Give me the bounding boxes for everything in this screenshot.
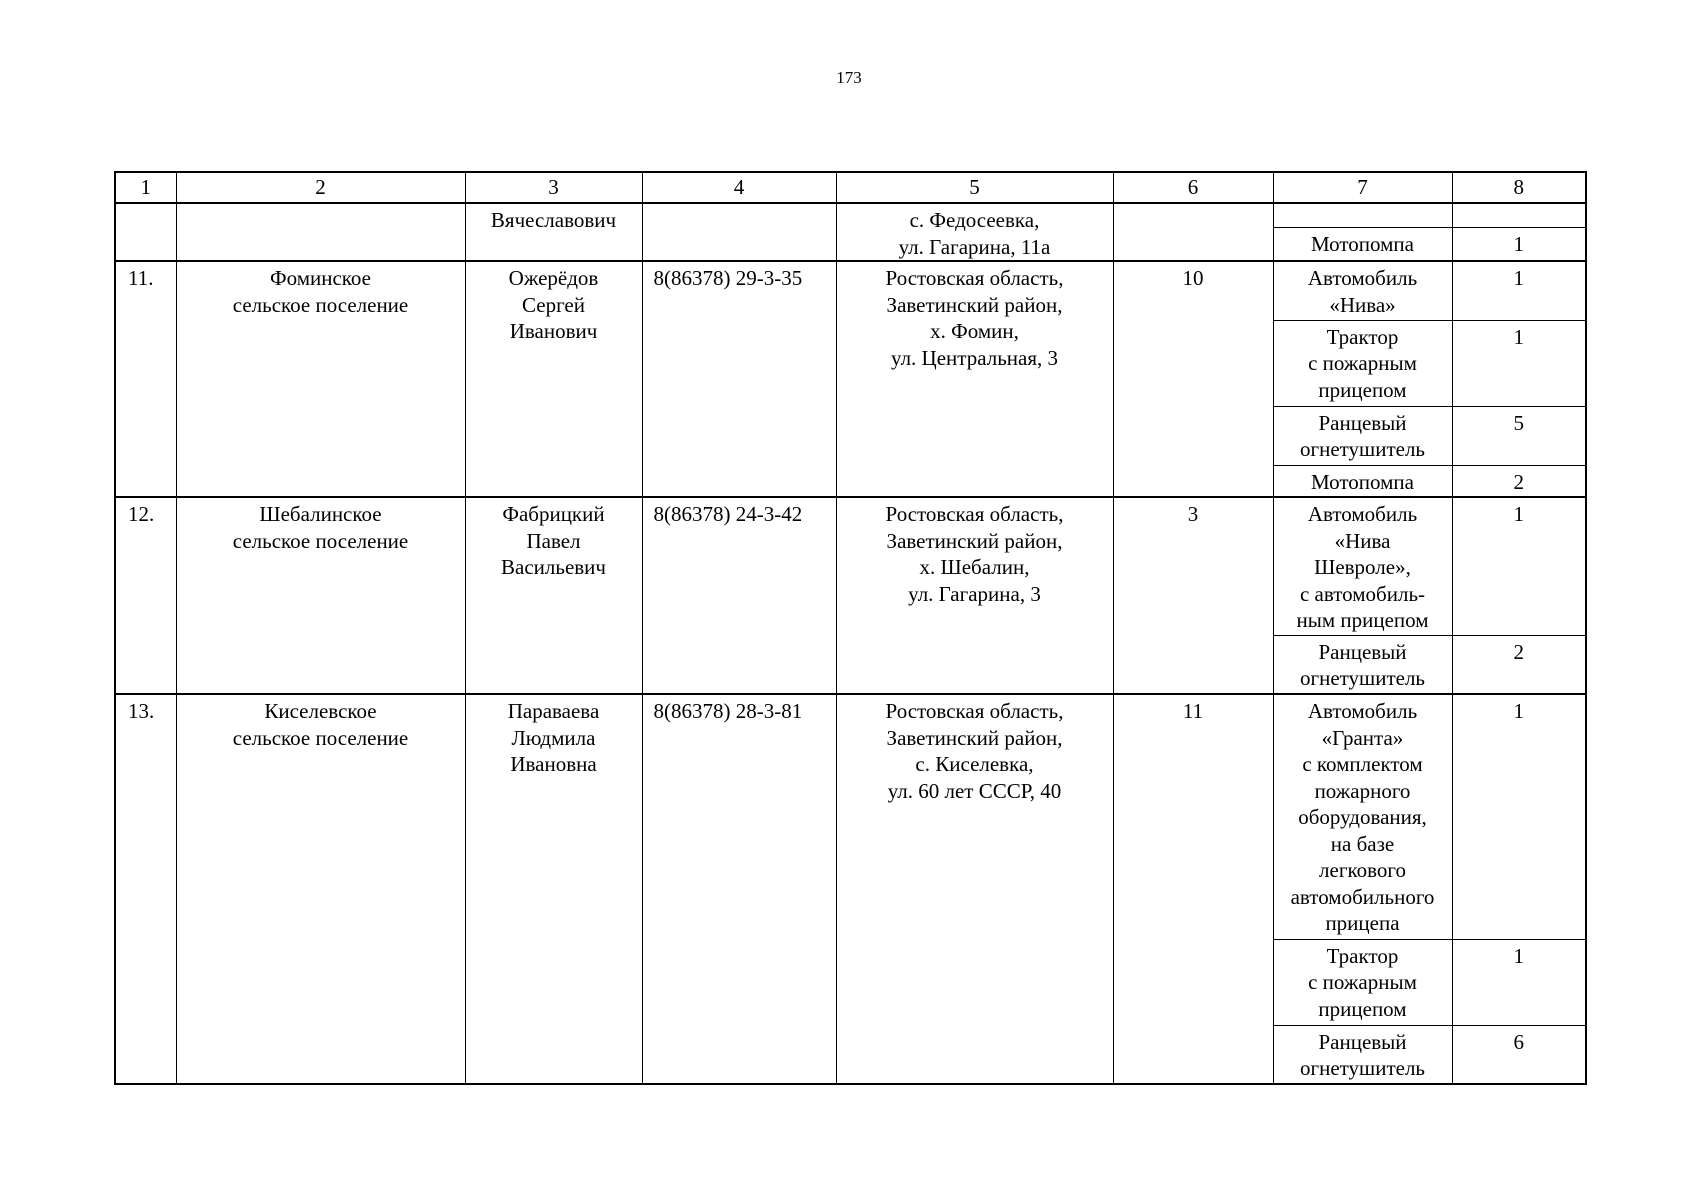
settlement-cell <box>176 261 465 497</box>
phone-cell: 8(86378) 28-3-81 <box>642 694 836 1084</box>
address-cell <box>836 261 1113 497</box>
equipment-name-line: прицепа <box>1325 911 1400 935</box>
equipment-name-line: Шевроле», <box>1314 555 1411 579</box>
head-name-line: Павел <box>526 528 581 553</box>
equipment-name-cell <box>1273 939 1452 1025</box>
equipment-qty-cell: 1 <box>1452 497 1586 635</box>
equipment-name-line: с автомобиль- <box>1299 581 1426 606</box>
phone-cell: 8(86378) 24-3-42 <box>642 497 836 694</box>
count-cell <box>1113 203 1273 261</box>
head-name-line: Параваева <box>507 699 600 723</box>
equipment-name-line: легкового <box>1319 858 1406 882</box>
column-number: 1 <box>115 172 176 203</box>
address-line: ул. Центральная, 3 <box>891 345 1058 370</box>
settlement-line: Шебалинское <box>259 502 382 526</box>
address-line: Заветинский район, <box>886 292 1063 317</box>
address-line: Заветинский район, <box>886 528 1063 553</box>
equipment-name-line: Автомобиль <box>1307 266 1418 290</box>
equipment-name-line: Автомобиль <box>1307 699 1418 723</box>
equipment-name-line: автомобильного <box>1290 884 1435 909</box>
row-number: 11. <box>115 261 176 497</box>
equipment-table <box>114 171 1587 1085</box>
row-number: 12. <box>115 497 176 694</box>
table-row <box>115 497 1586 635</box>
equipment-qty-cell: 2 <box>1452 635 1586 694</box>
equipment-name-line: ным прицепом <box>1296 608 1429 632</box>
equipment-name-line: Трактор <box>1326 943 1399 968</box>
equipment-name-cell <box>1273 465 1452 497</box>
column-number: 3 <box>465 172 642 203</box>
phone-cell <box>642 203 836 261</box>
head-name-line: Васильевич <box>501 555 606 579</box>
row-number: 13. <box>115 694 176 1084</box>
equipment-name-line: Трактор <box>1326 324 1399 349</box>
address-cell <box>836 497 1113 694</box>
address-line: ул. Гагарина, 11а <box>898 234 1051 259</box>
address-line: ул. 60 лет СССР, 40 <box>887 778 1062 803</box>
address-line: с. Федосеевка, <box>909 208 1040 232</box>
equipment-name-line: с комплектом <box>1302 752 1423 776</box>
count-cell: 11 <box>1113 694 1273 1084</box>
equipment-qty-cell: 1 <box>1452 320 1586 406</box>
equipment-name-line: огнетушитель <box>1299 666 1426 690</box>
settlement-cell <box>176 203 465 261</box>
column-number: 2 <box>176 172 465 203</box>
equipment-name-line: «Нива <box>1334 528 1391 553</box>
column-number: 6 <box>1113 172 1273 203</box>
equipment-name-cell <box>1273 497 1452 635</box>
equipment-name-cell <box>1273 406 1452 465</box>
equipment-name-line: огнетушитель <box>1299 1056 1426 1080</box>
equipment-qty-cell: 1 <box>1452 939 1586 1025</box>
settlement-line: Киселевское <box>264 699 377 723</box>
equipment-name-line: пожарного <box>1314 778 1411 803</box>
head-name-line: Иванович <box>509 319 598 343</box>
column-number-row <box>115 172 1586 203</box>
equipment-name-line: с пожарным <box>1308 351 1417 375</box>
column-number: 7 <box>1273 172 1452 203</box>
equipment-name-line: Автомобиль <box>1307 502 1418 526</box>
head-name-line: Фабрицкий <box>502 502 605 526</box>
equipment-name-line: Мотопомпа <box>1311 469 1414 494</box>
equipment-qty-cell: 1 <box>1452 227 1586 261</box>
equipment-name-cell <box>1273 635 1452 694</box>
head-name-line: Сергей <box>522 292 585 317</box>
address-line: Ростовская область, <box>885 266 1064 290</box>
equipment-name-line: Ранцевый <box>1318 639 1407 664</box>
address-line: с. Киселевка, <box>915 752 1034 776</box>
equipment-qty-cell: 6 <box>1452 1025 1586 1084</box>
table-row <box>115 694 1586 939</box>
count-cell: 3 <box>1113 497 1273 694</box>
equipment-qty-cell: 5 <box>1452 406 1586 465</box>
equipment-name-cell <box>1273 1025 1452 1084</box>
equipment-name-cell <box>1273 320 1452 406</box>
equipment-name-line: прицепом <box>1318 377 1407 402</box>
equipment-name-line: огнетушитель <box>1299 437 1426 461</box>
count-cell: 10 <box>1113 261 1273 497</box>
address-line: х. Фомин, <box>930 319 1019 343</box>
head-name-cell <box>465 694 642 1084</box>
head-name-line: Вячеславович <box>490 208 617 232</box>
head-name-line: Ожерёдов <box>508 266 599 290</box>
equipment-qty-cell: 1 <box>1452 261 1586 320</box>
address-cell <box>836 203 1113 261</box>
equipment-name-cell <box>1273 694 1452 939</box>
equipment-name-line: Ранцевый <box>1318 410 1407 435</box>
head-name-line: Ивановна <box>510 752 597 776</box>
settlement-line: сельское поселение <box>232 528 409 553</box>
settlement-cell <box>176 497 465 694</box>
settlement-line: сельское поселение <box>232 292 409 317</box>
address-line: ул. Гагарина, 3 <box>908 581 1041 606</box>
equipment-name-cell <box>1273 261 1452 320</box>
head-name-cell <box>465 203 642 261</box>
column-number: 5 <box>836 172 1113 203</box>
equipment-qty-cell: 2 <box>1452 465 1586 497</box>
address-cell <box>836 694 1113 1084</box>
equipment-name-line: «Гранта» <box>1321 725 1404 750</box>
equipment-name-line: прицепом <box>1318 996 1407 1021</box>
column-number: 4 <box>642 172 836 203</box>
table-row-continued <box>115 203 1586 227</box>
settlement-line: Фоминское <box>270 266 371 290</box>
equipment-name-line: Ранцевый <box>1318 1029 1407 1054</box>
equipment-qty-cell <box>1452 203 1586 227</box>
address-line: Заветинский район, <box>886 725 1063 750</box>
equipment-name-cell <box>1273 227 1452 261</box>
table-row <box>115 261 1586 320</box>
page-number: 173 <box>836 68 862 87</box>
head-name-cell <box>465 497 642 694</box>
num-cell <box>115 203 176 261</box>
settlement-cell <box>176 694 465 1084</box>
address-line: х. Шебалин, <box>919 555 1030 579</box>
phone-cell: 8(86378) 29-3-35 <box>642 261 836 497</box>
address-line: Ростовская область, <box>885 699 1064 723</box>
head-name-line: Людмила <box>511 725 596 750</box>
equipment-name-line: с пожарным <box>1308 970 1417 994</box>
equipment-name-line: оборудования, <box>1298 805 1427 829</box>
equipment-name-cell <box>1273 203 1452 227</box>
column-number: 8 <box>1452 172 1586 203</box>
head-name-cell <box>465 261 642 497</box>
address-line: Ростовская область, <box>885 502 1064 526</box>
settlement-line: сельское поселение <box>232 725 409 750</box>
equipment-qty-cell: 1 <box>1452 694 1586 939</box>
equipment-name-line: «Нива» <box>1329 292 1396 317</box>
equipment-name-line: Мотопомпа <box>1311 231 1414 256</box>
equipment-name-line: на базе <box>1330 831 1395 856</box>
